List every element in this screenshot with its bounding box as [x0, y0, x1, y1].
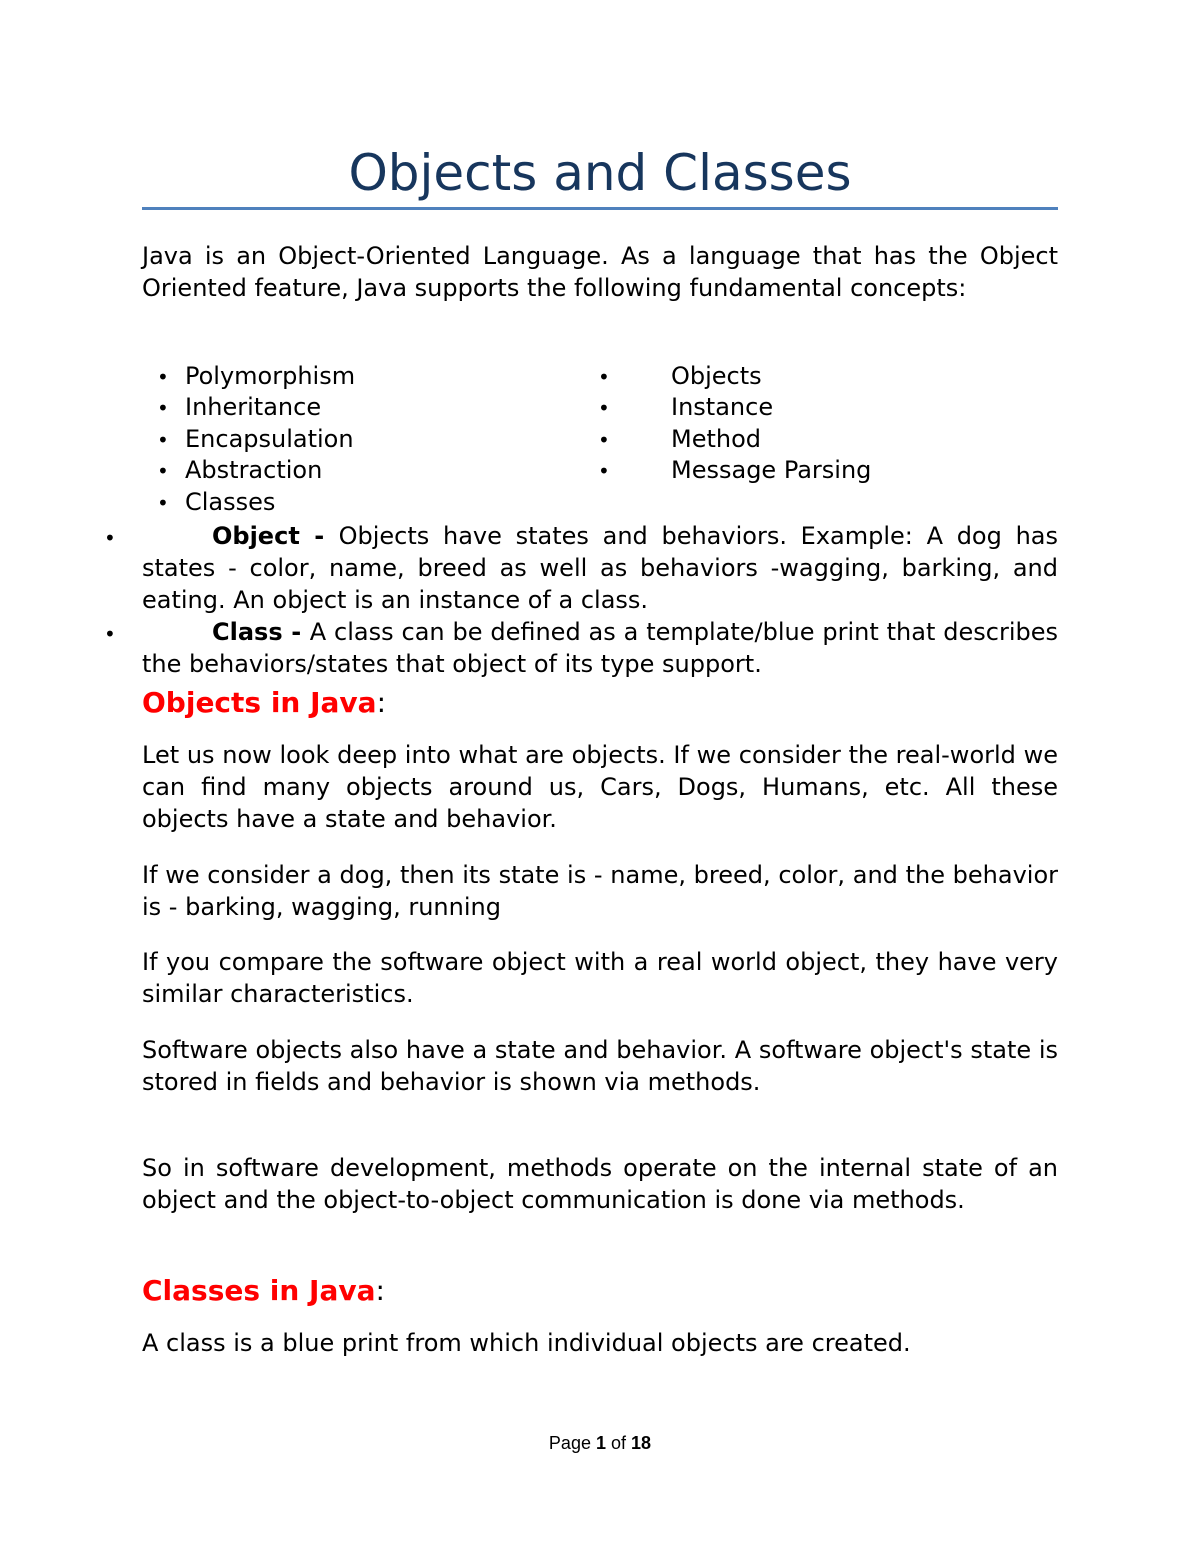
concept-item: Encapsulation: [185, 425, 354, 453]
bullet-icon: •: [157, 365, 169, 389]
footer-total-pages: 18: [631, 1433, 652, 1453]
footer-page-number: 1: [595, 1433, 606, 1453]
heading-text: Classes in Java: [142, 1274, 376, 1307]
definition-object: [142, 520, 1058, 616]
intro-paragraph: Java is an Object-Oriented Language. As a language that has the Object Oriented feature, Java supports the following fundamental concepts:: [142, 242, 1058, 302]
classes-paragraph: A class is a blue print from which individual objects are created.: [142, 1329, 911, 1357]
bullet-icon: •: [157, 396, 169, 420]
concept-item: Objects: [671, 362, 762, 390]
bullet-icon: •: [598, 396, 610, 420]
title-underline: [142, 207, 1058, 210]
bullet-icon: •: [598, 459, 610, 483]
objects-paragraph: So in software development, methods operate on the internal state of an object and the object-to-object communication is done via methods.: [142, 1154, 1058, 1214]
concept-item: Classes: [185, 488, 276, 516]
page-title: Objects and Classes: [348, 144, 852, 202]
bullet-icon: •: [104, 622, 116, 646]
concept-item: Message Parsing: [671, 456, 872, 484]
page-footer: [0, 1430, 1200, 1456]
definition-text: Objects have states and behaviors. Example: A dog has states - color, name, breed as well as behaviors -wagging, barking, and eating. An object is an instance of a class.: [142, 522, 1058, 614]
bullet-icon: •: [157, 459, 169, 483]
bullet-icon: •: [157, 491, 169, 515]
concept-item: Instance: [671, 393, 774, 421]
definition-term: Class -: [212, 618, 310, 646]
definition-text: A class can be defined as a template/blue print that describes the behaviors/states that object of its type support.: [142, 618, 1058, 678]
heading-colon: :: [376, 686, 387, 719]
bullet-icon: •: [157, 428, 169, 452]
concept-item: Inheritance: [185, 393, 322, 421]
objects-paragraph: Software objects also have a state and behavior. A software object's state is stored in fields and behavior is shown via methods.: [142, 1036, 1058, 1096]
concept-item: Method: [671, 425, 762, 453]
definition-class: [142, 616, 1058, 680]
section-heading-objects: [142, 685, 386, 721]
section-heading-classes: [142, 1273, 385, 1309]
heading-text: Objects in Java: [142, 686, 377, 719]
objects-paragraph: Let us now look deep into what are objects. If we consider the real-world we can find many objects around us, Cars, Dogs, Humans, etc. All these objects have a state and behavior.: [142, 741, 1058, 833]
bullet-icon: •: [598, 365, 610, 389]
objects-paragraph: If we consider a dog, then its state is - name, breed, color, and the behavior is - barking, wagging, running: [142, 861, 1058, 921]
bullet-icon: •: [598, 428, 610, 452]
objects-paragraph: If you compare the software object with a real world object, they have very similar characteristics.: [142, 948, 1058, 1008]
bullet-icon: •: [104, 526, 116, 550]
footer-of-label: of: [611, 1433, 627, 1453]
heading-colon: :: [375, 1274, 385, 1307]
concept-item: Abstraction: [185, 456, 323, 484]
definition-term: Object -: [212, 522, 339, 550]
footer-page-label: Page: [548, 1433, 591, 1453]
concept-item: Polymorphism: [185, 362, 356, 390]
